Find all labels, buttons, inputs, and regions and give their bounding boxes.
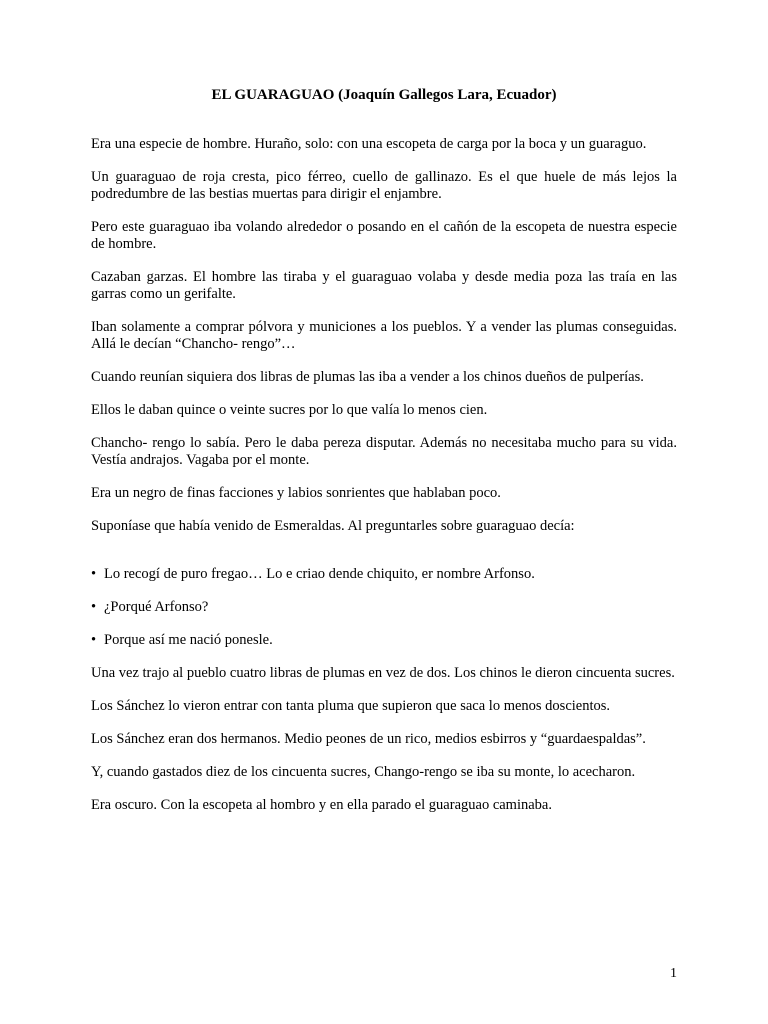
paragraph: Un guaraguao de roja cresta, pico férreo, cuello de gallinazo. Es el que huele de más lejos la podredumbre de las bestias muertas para dirigir el enjambre.: [91, 169, 677, 202]
bullet-marker: •: [91, 632, 97, 648]
page-number: 1: [670, 966, 677, 981]
bullet-text: Lo recogí de puro fregao… Lo e criao dende chiquito, er nombre Arfonso.: [104, 566, 535, 582]
bullet-text: ¿Porqué Arfonso?: [104, 599, 209, 615]
bullet-item: [91, 632, 677, 649]
paragraph: Era oscuro. Con la escopeta al hombro y en ella parado el guaraguao caminaba.: [91, 797, 552, 813]
paragraph: Y, cuando gastados diez de los cincuenta sucres, Chango-rengo se iba su monte, lo acecharon.: [91, 764, 636, 780]
paragraph: Pero este guaraguao iba volando alrededor o posando en el cañón de la escopeta de nuestra especie de hombre.: [91, 219, 677, 252]
paragraph: Suponíase que había venido de Esmeraldas. Al preguntarles sobre guaraguao decía:: [91, 518, 575, 534]
paragraph: Cazaban garzas. El hombre las tiraba y el guaraguao volaba y desde media poza las traía en las garras como un gerifalte.: [91, 269, 677, 302]
paragraph: Chancho- rengo lo sabía. Pero le daba pereza disputar. Además no necesitaba mucho para su vida. Vestía andrajos. Vagaba por el monte.: [91, 435, 677, 468]
paragraph: Ellos le daban quince o veinte sucres por lo que valía lo menos cien.: [91, 402, 488, 418]
paragraph: Iban solamente a comprar pólvora y municiones a los pueblos. Y a vender las plumas conseguidas. Allá le decían “Chancho- rengo”…: [91, 319, 677, 352]
document-title: EL GUARAGUAO (Joaquín Gallegos Lara, Ecuador): [211, 87, 557, 103]
paragraph: Los Sánchez lo vieron entrar con tanta pluma que supieron que saca lo menos doscientos.: [91, 698, 611, 714]
paragraph: Cuando reunían siquiera dos libras de plumas las iba a vender a los chinos dueños de pulperías.: [91, 369, 644, 385]
bullet-text: Porque así me nació ponesle.: [104, 632, 273, 648]
paragraph: Una vez trajo al pueblo cuatro libras de plumas en vez de dos. Los chinos le dieron cincuenta sucres.: [91, 665, 675, 681]
paragraph: Era una especie de hombre. Huraño, solo: con una escopeta de carga por la boca y un guaraguo.: [91, 136, 647, 152]
bullet-item: [91, 599, 677, 616]
bullet-item: [91, 566, 677, 583]
paragraph: Los Sánchez eran dos hermanos. Medio peones de un rico, medios esbirros y “guardaespaldas”.: [91, 731, 646, 747]
document-body: [91, 136, 677, 830]
paragraph: Era un negro de finas facciones y labios sonrientes que hablaban poco.: [91, 485, 501, 501]
bullet-marker: •: [91, 599, 97, 615]
bullet-marker: •: [91, 566, 97, 582]
dialogue-bullet-list: [91, 566, 677, 649]
